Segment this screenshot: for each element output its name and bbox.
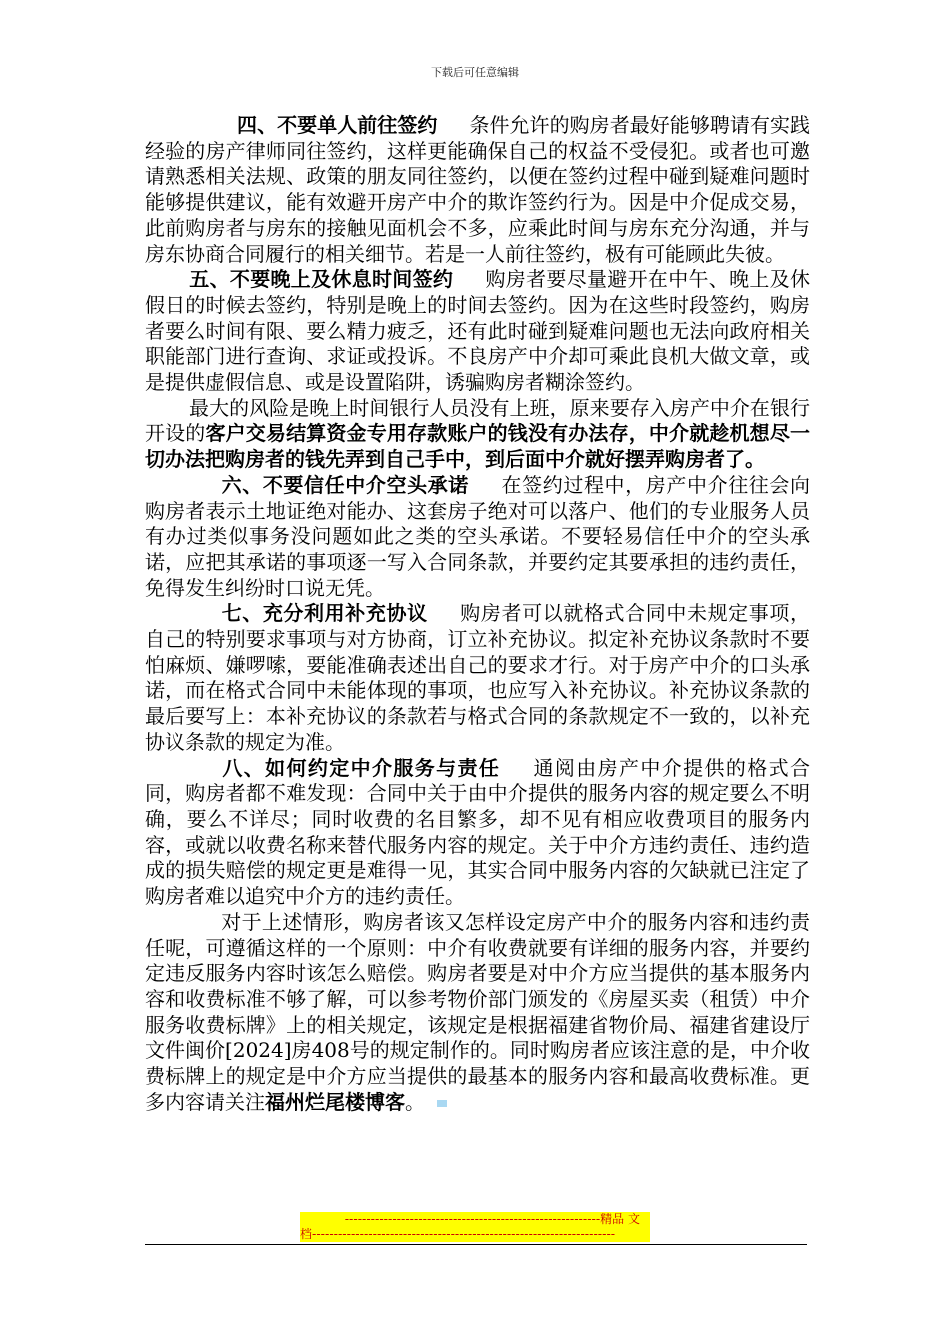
footer-banner-line2: 档---------------------------------------------------------------------- — [300, 1227, 616, 1241]
risk-paragraph — [145, 396, 810, 473]
section-6 — [145, 473, 810, 602]
section-8-body: 通阅由房产中介提供的格式合同，购房者都不难发现：合同中关于由中介提供的服务内容的规定要么不明确，要么不详尽；同时收费的名目繁多，却不见有相应收费项目的服务内容，或就以收费名称来替代服务内容的规定。关于中介方违约责任、违约造成的损失赔偿的规定更是难得一见，其实合同中服务内容的欠缺就已注定了购房者难以追究中介方的违约责任。 — [145, 755, 811, 909]
footer-divider — [145, 1244, 807, 1245]
page-header: 下载后可任意编辑 — [431, 66, 519, 79]
section-4-title: 四、不要单人前往签约 — [237, 113, 438, 137]
section-5-body: 购房者要尽量避开在中午、晚上及休假日的时候去签约，特别是晚上的时间去签约。因为在这些时段签约，购房者要么时间有限、要么精力疲乏，还有此时碰到疑难问题也无法向政府相关职能部门进行查询、求证或投诉。不良房产中介却可乘此良机大做文章，或是提供虚假信息、或是设置陷阱，诱骗购房者糊涂签约。 — [145, 267, 811, 395]
section-4 — [145, 113, 810, 267]
section-8-title: 八、如何约定中介服务与责任 — [221, 755, 501, 780]
section-6-title: 六、不要信任中介空头承诺 — [221, 472, 469, 497]
section-7-body: 购房者可以就格式合同中未规定事项，自己的特别要求事项与对方协商，订立补充协议。拟定补充协议条款时不要怕麻烦、嫌啰嗦，要能准确表述出自己的要求才行。对于房产中介的口头承诺，而在格式合同中未能体现的事项，也应写入补充协议。补充协议条款的最后要写上：本补充协议的条款若与格式合同的条款规定不一致的，以补充协议条款的规定为准。 — [145, 601, 811, 754]
closing-end: 。 — [405, 1089, 425, 1114]
section-4-body: 条件允许的购房者最好能够聘请有实践经验的房产律师同往签约，这样更能确保自己的权益不受侵犯。或者也可邀请熟悉相关法规、政策的朋友同往签约，以便在签约过程中碰到疑难问题时能够提供建议，能有效避开房产中介的欺诈签约行为。因是中介促成交易，此前购房者与房东的接触见面机会不多，应乘此时间与房东充分沟通，并与房东协商合同履行的相关细节。若是一人前往签约，极有可能顾此失彼。 — [145, 113, 811, 266]
footer-banner-line1: -----------------------------------------------------------精品 文 — [344, 1212, 640, 1226]
risk-bold-text: 客户交易结算资金专用存款账户的钱没有办法存，中介就趁机想尽一切办法把购房者的钱先弄到自己手中，到后面中介就好摆弄购房者了。 — [145, 421, 810, 472]
section-6-body: 在签约过程中，房产中介往往会向购房者表示土地证绝对能办、这套房子绝对可以落户、他们的专业服务人员有办过类似事务没问题如此之类的空头承诺。不要轻易信任中介的空头承诺，应把其承诺的事项逐一写入合同条款，并要约定其要承担的违约责任，免得发生纠纷时口说无凭。 — [145, 472, 811, 600]
risk-plain-text: 最大的风险是晚上时间银行人员没有上班，原来要存入房产中介在银行开设的 — [145, 395, 810, 446]
blog-link[interactable]: 福州烂尾楼博客 — [265, 1089, 405, 1114]
marker-icon — [437, 1100, 447, 1107]
section-5 — [145, 267, 810, 396]
section-7-title: 七、充分利用补充协议 — [221, 601, 428, 626]
document-body — [145, 113, 810, 1115]
section-8 — [145, 756, 810, 910]
section-5-title: 五、不要晚上及休息时间签约 — [189, 267, 454, 292]
closing-paragraph — [145, 910, 810, 1116]
section-7 — [145, 601, 810, 755]
footer-banner — [300, 1212, 650, 1242]
closing-body: 对于上述情形，购房者该又怎样设定房产中介的服务内容和违约责任呢，可遵循这样的一个原则：中介有收费就要有详细的服务内容，并要约定违反服务内容时该怎么赔偿。购房者要是对中介方应当提供的基本服务内容和收费标准不够了解，可以参考物价部门颁发的《房屋买卖（租赁）中介服务收费标牌》上的相关规定，该规定是根据福建省物价局、福建省建设厅文件闽价[2024]房408号的规定制作的。同时购房者应该注意的是，中介收费标牌上的规定是中介方应当提供的最基本的服务内容和最高收费标准。更多内容请关注 — [145, 909, 810, 1114]
